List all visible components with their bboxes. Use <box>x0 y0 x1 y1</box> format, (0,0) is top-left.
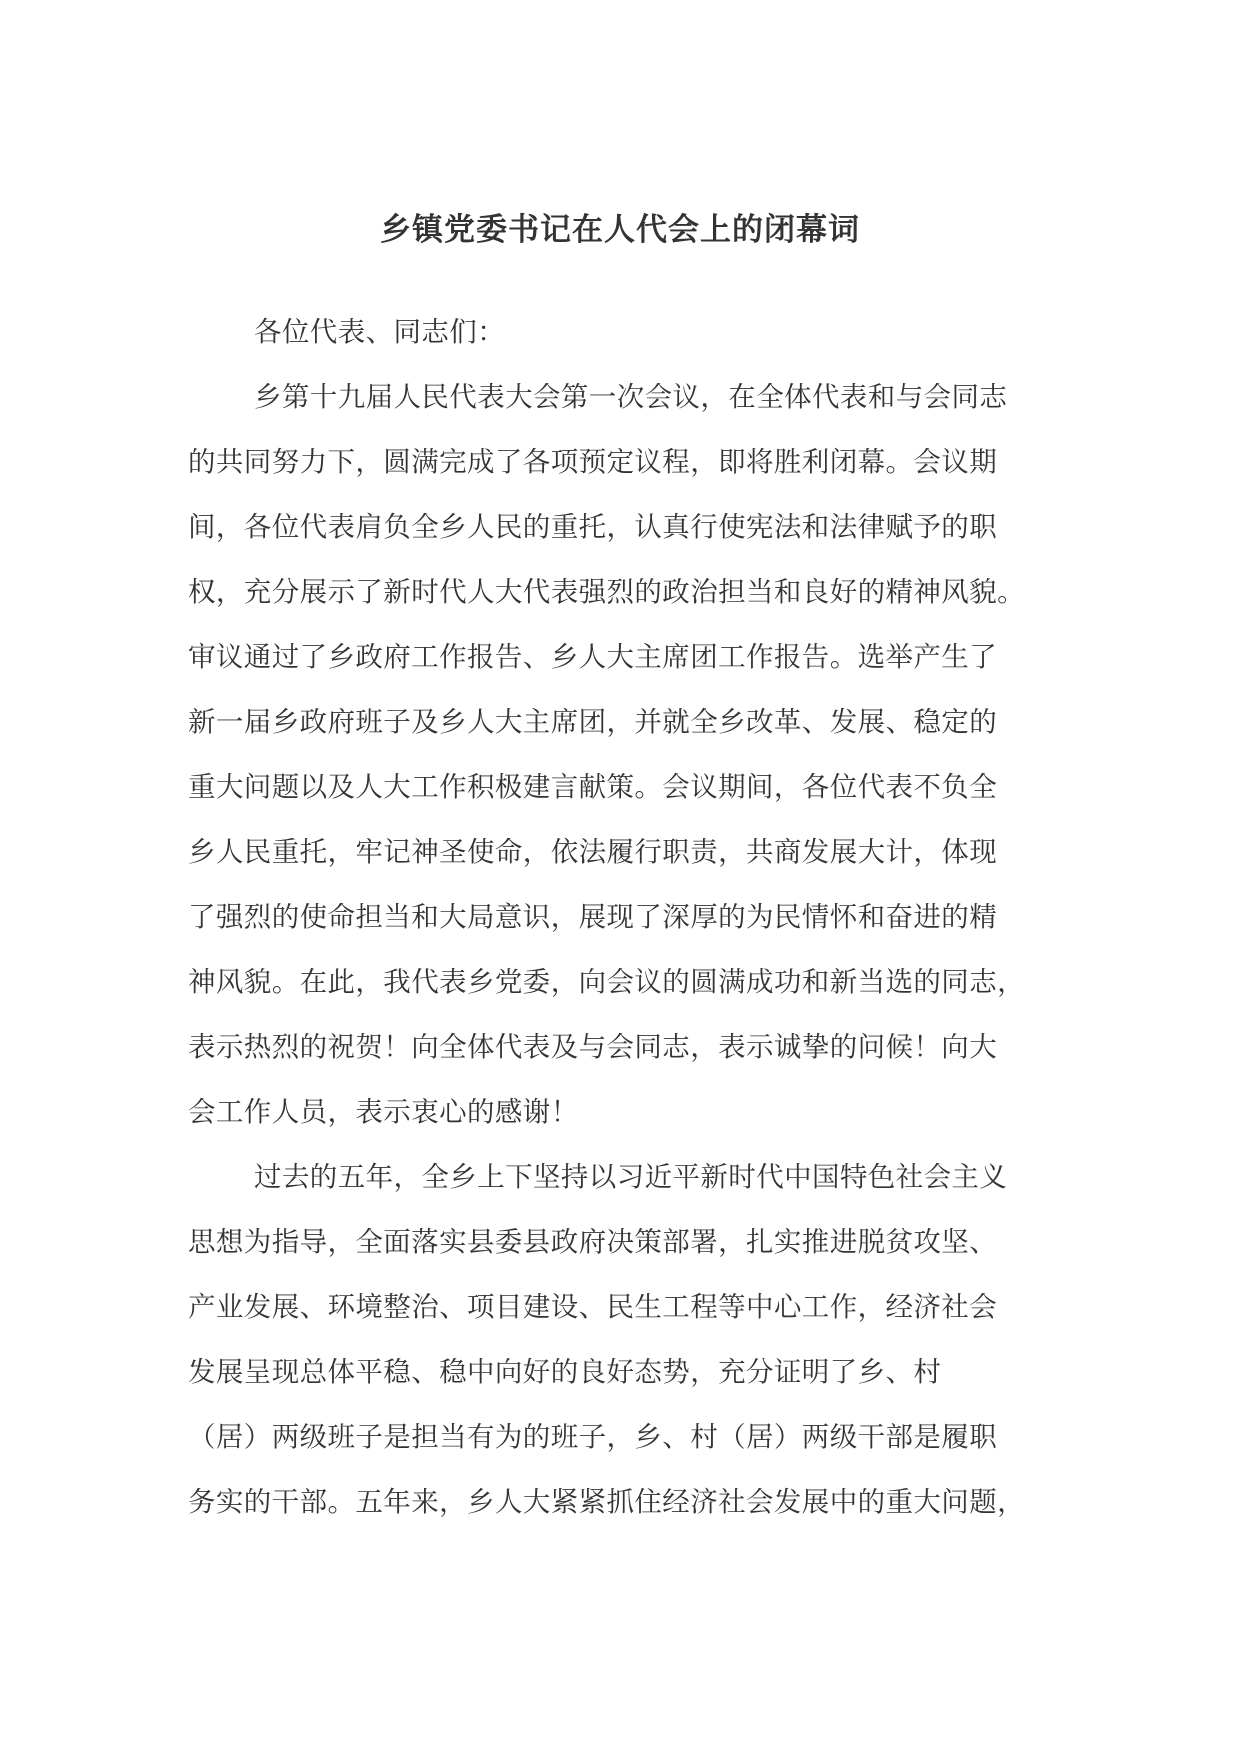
paragraph-line: 的共同努力下，圆满完成了各项预定议程，即将胜利闭幕。会议期 <box>188 446 998 478</box>
paragraph-line: 会工作人员，表示衷心的感谢！ <box>188 1096 579 1128</box>
paragraph-line: 乡第十九届人民代表大会第一次会议，在全体代表和与会同志 <box>254 381 1008 413</box>
paragraph-line: 思想为指导，全面落实县委县政府决策部署，扎实推进脱贫攻坚、 <box>188 1226 998 1258</box>
paragraph-line: 神风貌。在此，我代表乡党委，向会议的圆满成功和新当选的同志， <box>188 966 1025 998</box>
paragraph-line: 表示热烈的祝贺！向全体代表及与会同志，表示诚挚的问候！向大 <box>188 1031 998 1063</box>
paragraph-line: 务实的干部。五年来，乡人大紧紧抓住经济社会发展中的重大问题， <box>188 1486 1025 1518</box>
paragraph-line: 发展呈现总体平稳、稳中向好的良好态势，充分证明了乡、村 <box>188 1356 942 1388</box>
paragraph-line: 审议通过了乡政府工作报告、乡人大主席团工作报告。选举产生了 <box>188 641 998 673</box>
paragraph-line: 过去的五年，全乡上下坚持以习近平新时代中国特色社会主义 <box>254 1161 1008 1193</box>
paragraph-line: 产业发展、环境整治、项目建设、民生工程等中心工作，经济社会 <box>188 1291 998 1323</box>
salutation-line: 各位代表、同志们： <box>254 316 506 348</box>
document-body <box>188 300 1068 1535</box>
document-title: 乡镇党委书记在人代会上的闭幕词 <box>380 212 860 248</box>
paragraph-line: 了强烈的使命担当和大局意识，展现了深厚的为民情怀和奋进的精 <box>188 901 998 933</box>
paragraph-line: 新一届乡政府班子及乡人大主席团，并就全乡改革、发展、稳定的 <box>188 706 998 738</box>
paragraph-line: 权，充分展示了新时代人大代表强烈的政治担当和良好的精神风貌。 <box>188 576 1025 608</box>
paragraph-line: 重大问题以及人大工作积极建言献策。会议期间，各位代表不负全 <box>188 771 998 803</box>
paragraph-line: 乡人民重托，牢记神圣使命，依法履行职责，共商发展大计，体现 <box>188 836 998 868</box>
paragraph-line: 间，各位代表肩负全乡人民的重托，认真行使宪法和法律赋予的职 <box>188 511 998 543</box>
paragraph-line: （居）两级班子是担当有为的班子，乡、村（居）两级干部是履职 <box>188 1421 998 1453</box>
